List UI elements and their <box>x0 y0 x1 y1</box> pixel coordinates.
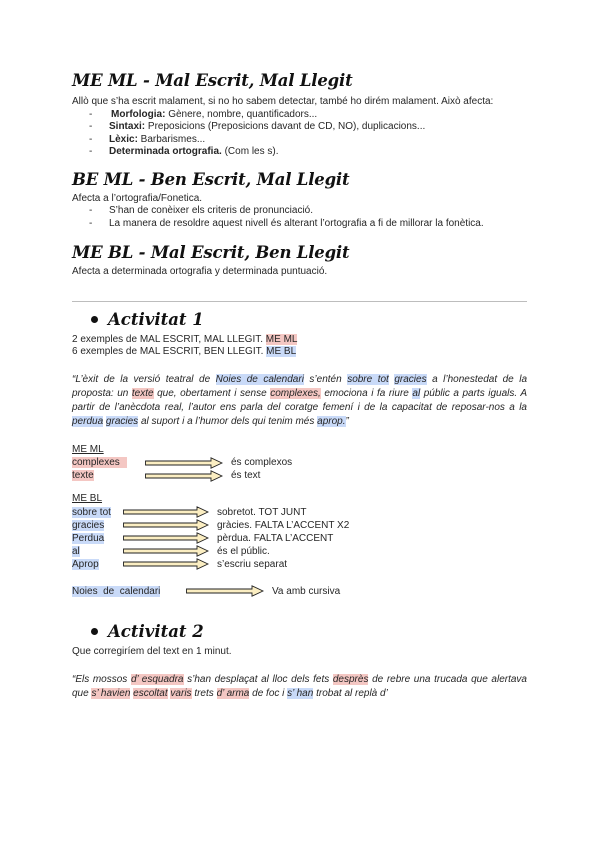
correction-result: és el públic. <box>217 545 270 557</box>
section-text-mebl: Afecta a determinada ortografia y determinada puntuació. <box>72 266 328 277</box>
highlight-red: escoltat <box>133 688 168 699</box>
horizontal-divider <box>72 301 527 302</box>
correction-row <box>72 532 527 545</box>
list-item: - Lèxic: Barbarismes... <box>89 133 206 145</box>
list-item: - Morfologia: Gènere, nombre, quantificadors... <box>89 108 318 120</box>
arrow-icon <box>186 585 264 597</box>
meml-heading: ME ML <box>72 443 104 455</box>
arrow-icon <box>123 558 209 570</box>
list-item: - La manera de resoldre aquest nivell és alterant l’ortografia a fi de millorar la fonètica. <box>89 217 484 229</box>
mebl-corrections <box>72 506 527 571</box>
correction-result: Va amb cursiva <box>272 585 341 597</box>
activitat2-title: Activitat 2 <box>108 621 204 641</box>
activitat1-heading <box>72 309 527 331</box>
bullet-icon <box>91 316 98 323</box>
correction-term: Noies de calendari <box>72 585 161 597</box>
section-title-beml: BE ML - Ben Escrit, Mal Llegit <box>72 169 350 189</box>
correction-row-cursiva <box>72 585 527 598</box>
highlight-blue: s’ han <box>287 688 314 699</box>
activitat2-subtitle: Que corregiríem del text en 1 minut. <box>72 645 232 657</box>
document-content <box>72 70 527 701</box>
correction-row <box>72 506 527 519</box>
bullet-icon <box>91 628 98 635</box>
arrow-icon <box>123 519 209 531</box>
list-item: - Sintaxi: Preposicions (Preposicions davant de CD, NO), duplicacions... <box>89 121 426 132</box>
activitat2-heading <box>72 621 527 643</box>
correction-row <box>72 558 527 571</box>
activitat2-quote: “Els mossos d’ esquadra s’han desplaçat al lloc dels fets desprès de rebre una trucada que alertava que s’ havien escoltat varis trets d’ arma de foc i s’ han trobat al replà d’ <box>72 674 527 699</box>
highlight-red: complexes, <box>270 387 321 399</box>
correction-result: és text <box>231 470 261 481</box>
arrow-icon <box>123 532 209 544</box>
correction-row <box>72 545 527 558</box>
highlight-red: d’ esquadra <box>130 674 184 685</box>
correction-row <box>72 456 527 469</box>
section-text-beml: Afecta a l’ortografia/Fonetica. <box>72 192 203 204</box>
activitat1-title: Activitat 1 <box>108 309 204 329</box>
correction-term: Aprop <box>72 558 99 570</box>
correction-result: pèrdua. FALTA L’ACCENT <box>217 532 334 544</box>
section-text-meml: Allò que s’ha escrit malament, si no ho sabem detectar, també ho dirém malament. Això afecta: <box>72 96 494 107</box>
correction-result: gràcies. FALTA L’ACCENT X2 <box>217 519 350 531</box>
section-title-mebl: ME BL - Mal Escrit, Ben Llegit <box>72 243 350 262</box>
list-item: - Determinada ortografia. (Com les s). <box>89 146 279 157</box>
correction-term: sobre tot <box>72 506 111 518</box>
beml-list <box>72 205 527 230</box>
correction-term: Perdua <box>72 532 105 544</box>
highlight-red: texte <box>131 387 154 399</box>
highlight-red: desprès <box>332 674 369 685</box>
correction-row <box>72 469 527 482</box>
correction-result: s’escriu separat <box>217 558 288 570</box>
highlight-blue: aprop. <box>317 415 346 427</box>
arrow-icon <box>123 545 209 557</box>
correction-result: és complexos <box>231 457 293 468</box>
correction-term: al <box>72 545 80 557</box>
highlight-blue: sobre tot <box>347 373 389 385</box>
arrow-icon <box>123 506 209 518</box>
correction-result: sobretot. TOT JUNT <box>217 506 307 518</box>
correction-term: gracies <box>72 519 105 531</box>
highlight-red: s’ havien <box>91 688 131 699</box>
highlight-red: d’ arma <box>216 688 250 699</box>
activitat1-line1: 2 exemples de MAL ESCRIT, MAL LLEGIT. ME ML <box>72 333 298 345</box>
list-item: - S’han de conèixer els criteris de pronunciació. <box>89 205 313 216</box>
highlight-red: varis <box>170 688 192 699</box>
correction-row <box>72 519 527 532</box>
highlight-blue: gracies <box>105 415 139 427</box>
mebl-heading: ME BL <box>72 493 103 504</box>
highlight-blue: gracies <box>394 373 427 385</box>
arrow-icon <box>145 470 223 482</box>
arrow-icon <box>145 457 223 469</box>
correction-term: texte <box>72 470 94 481</box>
meml-list <box>72 109 527 159</box>
tag-mebl: ME BL <box>266 346 297 357</box>
highlight-blue: al <box>412 387 421 399</box>
meml-corrections <box>72 456 527 482</box>
highlight-blue: perdua <box>72 415 104 427</box>
correction-term: complexes <box>72 457 127 468</box>
activitat1-quote: “L’èxit de la versió teatral de Noies de calendari s’entén sobre tot gracies a l’honestedat de la proposta: un texte que, obertament i sense complexes, emociona i fa riure al públic a parts iguals. A partir de l’anècdota real, l’autor ens parla del coratge femení i de la capacitat de reposar-nos a la perdua gracies al suport i a l’humor dels qui tenim més aprop.” <box>72 373 528 427</box>
tag-meml: ME ML <box>265 333 298 345</box>
highlight-blue: Noies de calendari <box>215 373 304 385</box>
activitat1-line2: 6 exemples de MAL ESCRIT, BEN LLEGIT. ME BL <box>72 346 297 357</box>
section-title-meml: ME ML - Mal Escrit, Mal Llegit <box>72 71 353 90</box>
